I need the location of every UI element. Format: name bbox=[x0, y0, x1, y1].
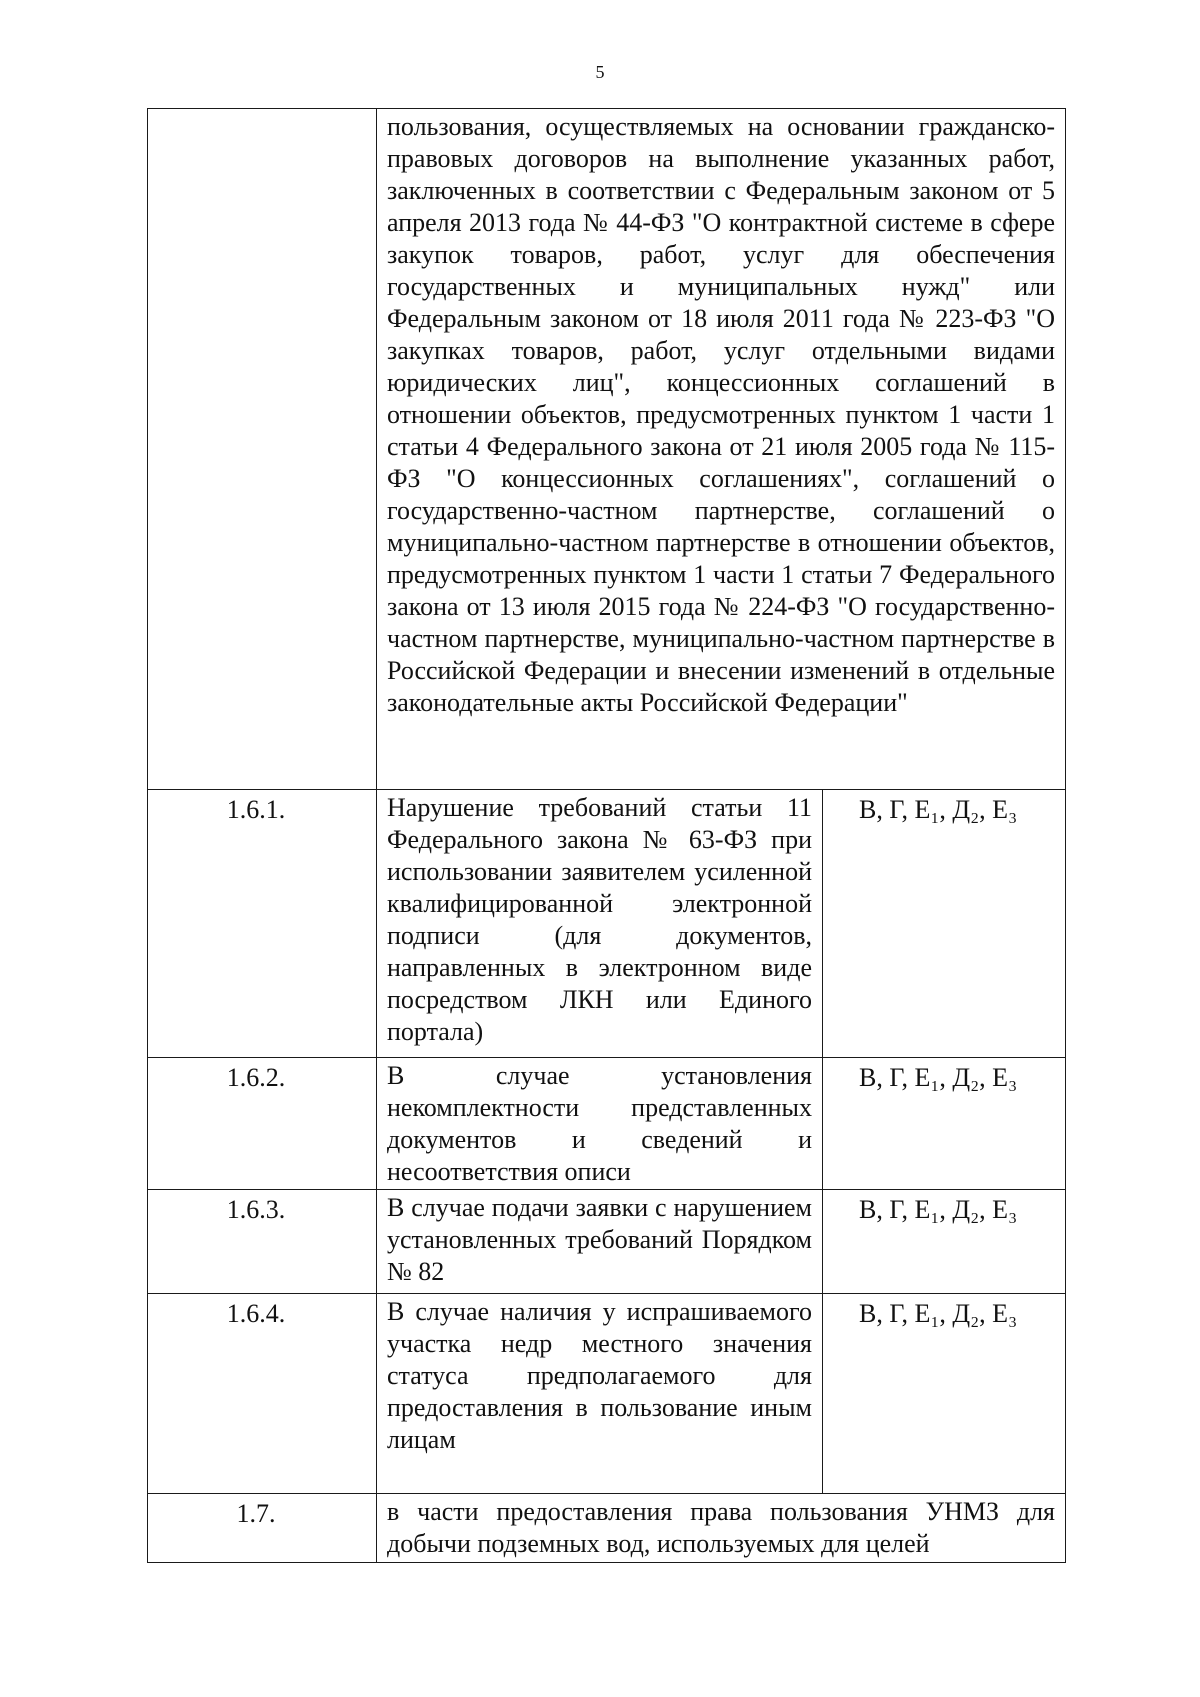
row-number-cell: 1.6.4. bbox=[148, 1294, 377, 1494]
row-text-cell: пользования, осуществляемых на основании гражданско-правовых договоров на выполнение указанных работ, заключенных в соответствии с Федеральным законом от 5 апреля 2013 года № 44-ФЗ "О контрактной системе в сфере закупок товаров, работ, услуг для обеспечения государственных и муниципальных нужд" или Федеральным законом от 18 июля 2011 года № 223-ФЗ "О закупках товаров, работ, услуг отдельными видами юридических лиц", концессионных соглашений в отношении объектов, предусмотренных пунктом 1 части 1 статьи 4 Федерального закона от 21 июля 2005 года № 115-ФЗ "О концессионных соглашениях", соглашений о государственно-частном партнерстве, соглашений о муниципально-частном партнерстве в отношении объектов, предусмотренных пунктом 1 части 1 статьи 7 Федерального закона от 13 июля 2015 года № 224-ФЗ "О государственно-частном партнерстве, муниципально-частном партнерстве в Российской Федерации и внесении изменений в отдельные законодательные акты Российской Федерации" bbox=[377, 109, 1066, 790]
row-text-cell: Нарушение требований статьи 11 Федерального закона № 63-ФЗ при использовании заявителем усиленной квалифицированной электронной подписи (для документов, направленных в электронном виде посредством ЛКН или Единого портала) bbox=[377, 790, 823, 1058]
row-number-cell: 1.6.2. bbox=[148, 1058, 377, 1190]
row-text-cell: В случае установления некомплектности представленных документов и сведений и несоответствия описи bbox=[377, 1058, 823, 1190]
table-row bbox=[148, 1190, 1066, 1294]
row-codes-cell: В, Г, Е₁, Д₂, Е₃ bbox=[823, 1190, 1066, 1294]
row-codes-cell: В, Г, Е₁, Д₂, Е₃ bbox=[823, 1058, 1066, 1190]
row-number-cell: 1.7. bbox=[148, 1494, 377, 1563]
row-codes-cell: В, Г, Е₁, Д₂, Е₃ bbox=[823, 790, 1066, 1058]
row-text-cell: В случае подачи заявки с нарушением установленных требований Порядком № 82 bbox=[377, 1190, 823, 1294]
table-row bbox=[148, 790, 1066, 1058]
document-table bbox=[147, 108, 1066, 1563]
table-row bbox=[148, 109, 1066, 790]
row-text-cell: в части предоставления права пользования УНМЗ для добычи подземных вод, используемых для целей bbox=[377, 1494, 1066, 1563]
table-row bbox=[148, 1058, 1066, 1190]
row-number-cell: 1.6.1. bbox=[148, 790, 377, 1058]
table-row bbox=[148, 1494, 1066, 1563]
row-codes-cell: В, Г, Е₁, Д₂, Е₃ bbox=[823, 1294, 1066, 1494]
table-row bbox=[148, 1294, 1066, 1494]
row-number-cell bbox=[148, 109, 377, 790]
page-number: 5 bbox=[595, 62, 605, 82]
row-text-cell: В случае наличия у испрашиваемого участка недр местного значения статуса предполагаемого для предоставления в пользование иным лицам bbox=[377, 1294, 823, 1494]
row-number-cell: 1.6.3. bbox=[148, 1190, 377, 1294]
